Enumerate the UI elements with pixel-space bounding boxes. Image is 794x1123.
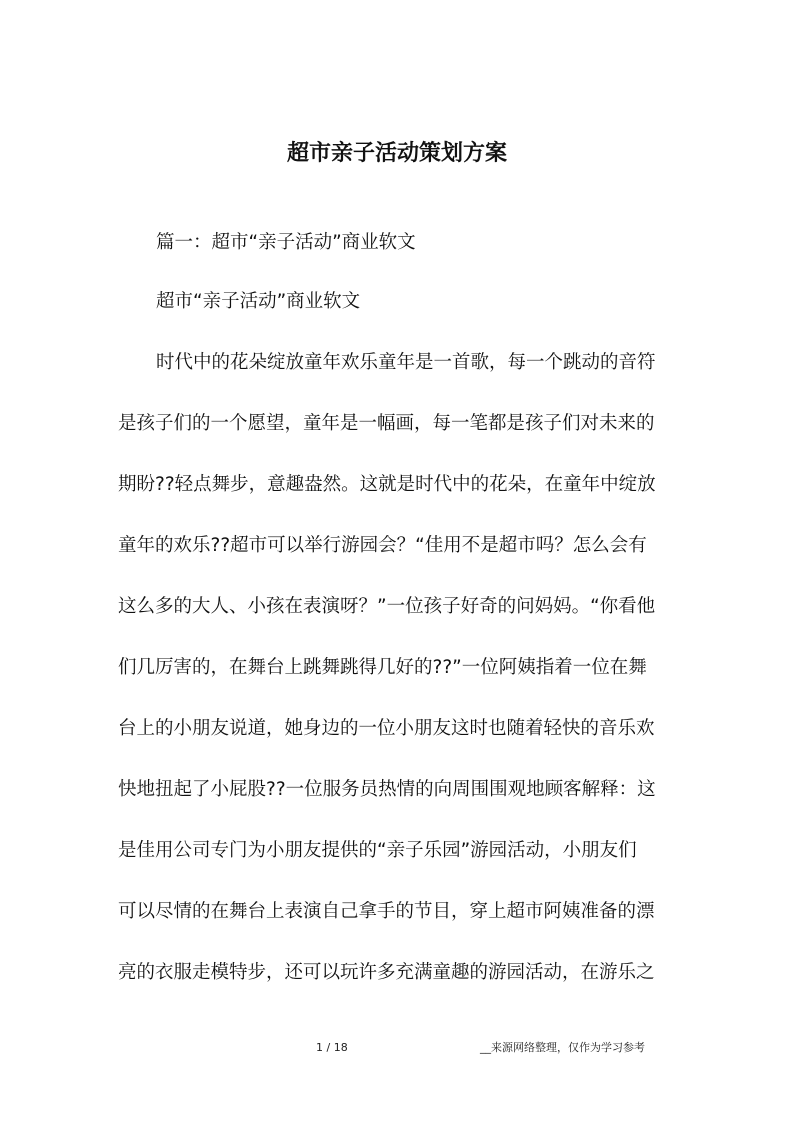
body-line: 期盼??轻点舞步，意趣盎然。这就是时代中的花朵，在童年中绽放 [118, 474, 656, 495]
body-line: 是佳用公司专门为小朋友提供的“亲子乐园”游园活动，小朋友们 [118, 840, 637, 861]
body-line: 台上的小朋友说道，她身边的一位小朋友这时也随着轻快的音乐欢 [118, 718, 655, 739]
page-number: 1 / 18 [316, 1041, 348, 1054]
body-line: 是孩子们的一个愿望，童年是一幅画，每一笔都是孩子们对未来的 [118, 413, 655, 434]
subheading: 超市“亲子活动”商业软文 [156, 291, 361, 312]
body-line: 时代中的花朵绽放童年欢乐童年是一首歌，每一个跳动的音符 [156, 352, 656, 373]
body-line: 亮的衣服走模特步，还可以玩许多充满童趣的游园活动，在游乐之 [118, 962, 655, 983]
body-line: 快地扭起了小屁股??一位服务员热情的向周围围观地顾客解释：这 [118, 779, 656, 800]
section-heading: 篇一：超市“亲子活动”商业软文 [156, 232, 416, 253]
source-note: __来源网络整理，仅作为学习参考 [480, 1041, 645, 1054]
body-line: 们几厉害的，在舞台上跳舞跳得几好的??”一位阿姨指着一位在舞 [118, 657, 647, 678]
body-line: 这么多的大人、小孩在表演呀？”一位孩子好奇的问妈妈。“你看他 [118, 596, 656, 617]
body-line: 童年的欢乐??超市可以举行游园会？“佳用不是超市吗？怎么会有 [118, 535, 647, 556]
body-line: 可以尽情的在舞台上表演自己拿手的节目，穿上超市阿姨准备的漂 [118, 901, 655, 922]
document-title: 超市亲子活动策划方案 [286, 140, 507, 166]
